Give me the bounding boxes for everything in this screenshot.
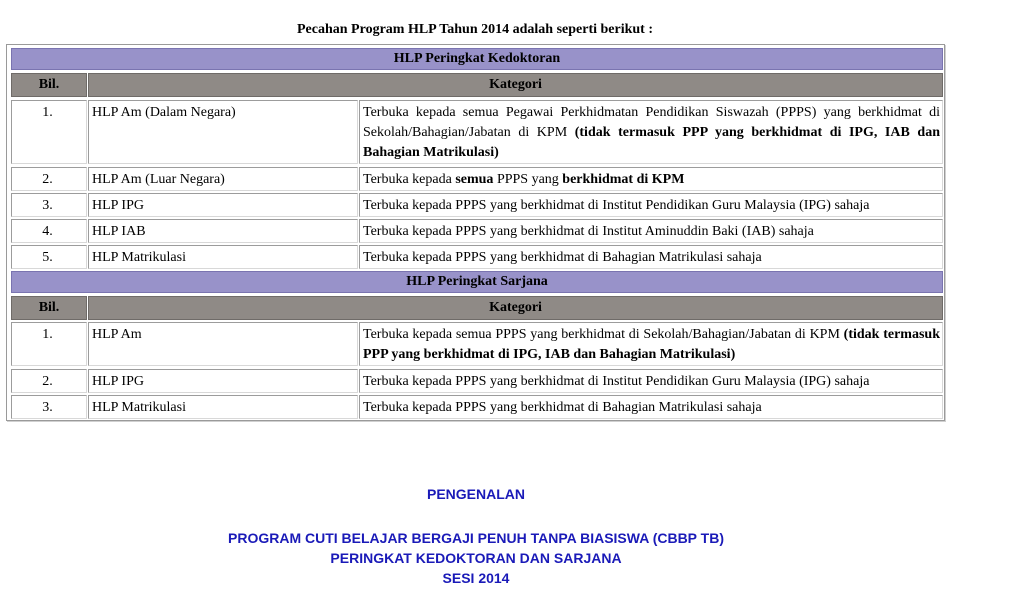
row-program: HLP IPG <box>88 193 358 217</box>
row-description: Terbuka kepada PPPS yang berkhidmat di Bahagian Matrikulasi sahaja <box>359 395 943 419</box>
row-description: Terbuka kepada PPPS yang berkhidmat di Institut Pendidikan Guru Malaysia (IPG) sahaja <box>359 193 943 217</box>
row-description: Terbuka kepada semua PPPS yang berkhidmat di KPM <box>359 167 943 191</box>
row-program: HLP Am <box>88 322 358 366</box>
row-description: Terbuka kepada semua Pegawai Perkhidmatan Pendidikan Siswazah (PPPS) yang berkhidmat di Sekolah/Bahagian/Jabatan di KPM (tidak termasuk PPP yang berkhidmat di IPG, IAB dan Bahagian Matrikulasi) <box>359 100 943 164</box>
section-title-sarjana: HLP Peringkat Sarjana <box>11 271 943 293</box>
intro-line-1: PROGRAM CUTI BELAJAR BERGAJI PENUH TANPA BIASISWA (CBBP TB) <box>228 530 724 546</box>
table-row <box>11 395 943 419</box>
row-description: Terbuka kepada semua PPPS yang berkhidmat di Sekolah/Bahagian/Jabatan di KPM (tidak termasuk PPP yang berkhidmat di IPG, IAB dan Bahagian Matrikulasi) <box>359 322 943 366</box>
intro-heading: PENGENALAN <box>426 486 525 502</box>
row-program: HLP Matrikulasi <box>88 245 358 269</box>
table-row <box>11 245 943 269</box>
table-row <box>11 193 943 217</box>
row-bil: 1. <box>11 100 87 164</box>
table-row <box>11 100 943 164</box>
row-bil: 4. <box>11 219 87 243</box>
row-description: Terbuka kepada PPPS yang berkhidmat di Institut Aminuddin Baki (IAB) sahaja <box>359 219 943 243</box>
section-title-kedoktoran: HLP Peringkat Kedoktoran <box>11 48 943 70</box>
table-row <box>11 322 943 366</box>
hlp-table <box>6 44 945 421</box>
row-bil: 1. <box>11 322 87 366</box>
table-header <box>11 296 943 320</box>
row-program: HLP IAB <box>88 219 358 243</box>
table-row <box>11 167 943 191</box>
row-bil: 3. <box>11 193 87 217</box>
row-program: HLP Am (Luar Negara) <box>88 167 358 191</box>
intro-line-3: SESI 2014 <box>442 570 510 586</box>
header-bil: Bil. <box>11 73 87 97</box>
table-row <box>11 219 943 243</box>
intro-line-2: PERINGKAT KEDOKTORAN DAN SARJANA <box>330 550 622 566</box>
row-bil: 2. <box>11 167 87 191</box>
row-description: Terbuka kepada PPPS yang berkhidmat di Bahagian Matrikulasi sahaja <box>359 245 943 269</box>
row-bil: 3. <box>11 395 87 419</box>
header-kategori: Kategori <box>88 73 943 97</box>
table-header <box>11 73 943 97</box>
row-bil: 5. <box>11 245 87 269</box>
row-program: HLP Matrikulasi <box>88 395 358 419</box>
table-row <box>11 369 943 393</box>
row-program: HLP Am (Dalam Negara) <box>88 100 358 164</box>
header-kategori: Kategori <box>88 296 943 320</box>
page-heading: Pecahan Program HLP Tahun 2014 adalah seperti berikut : <box>297 22 653 37</box>
header-bil: Bil. <box>11 296 87 320</box>
row-program: HLP IPG <box>88 369 358 393</box>
row-description: Terbuka kepada PPPS yang berkhidmat di Institut Pendidikan Guru Malaysia (IPG) sahaja <box>359 369 943 393</box>
row-bil: 2. <box>11 369 87 393</box>
